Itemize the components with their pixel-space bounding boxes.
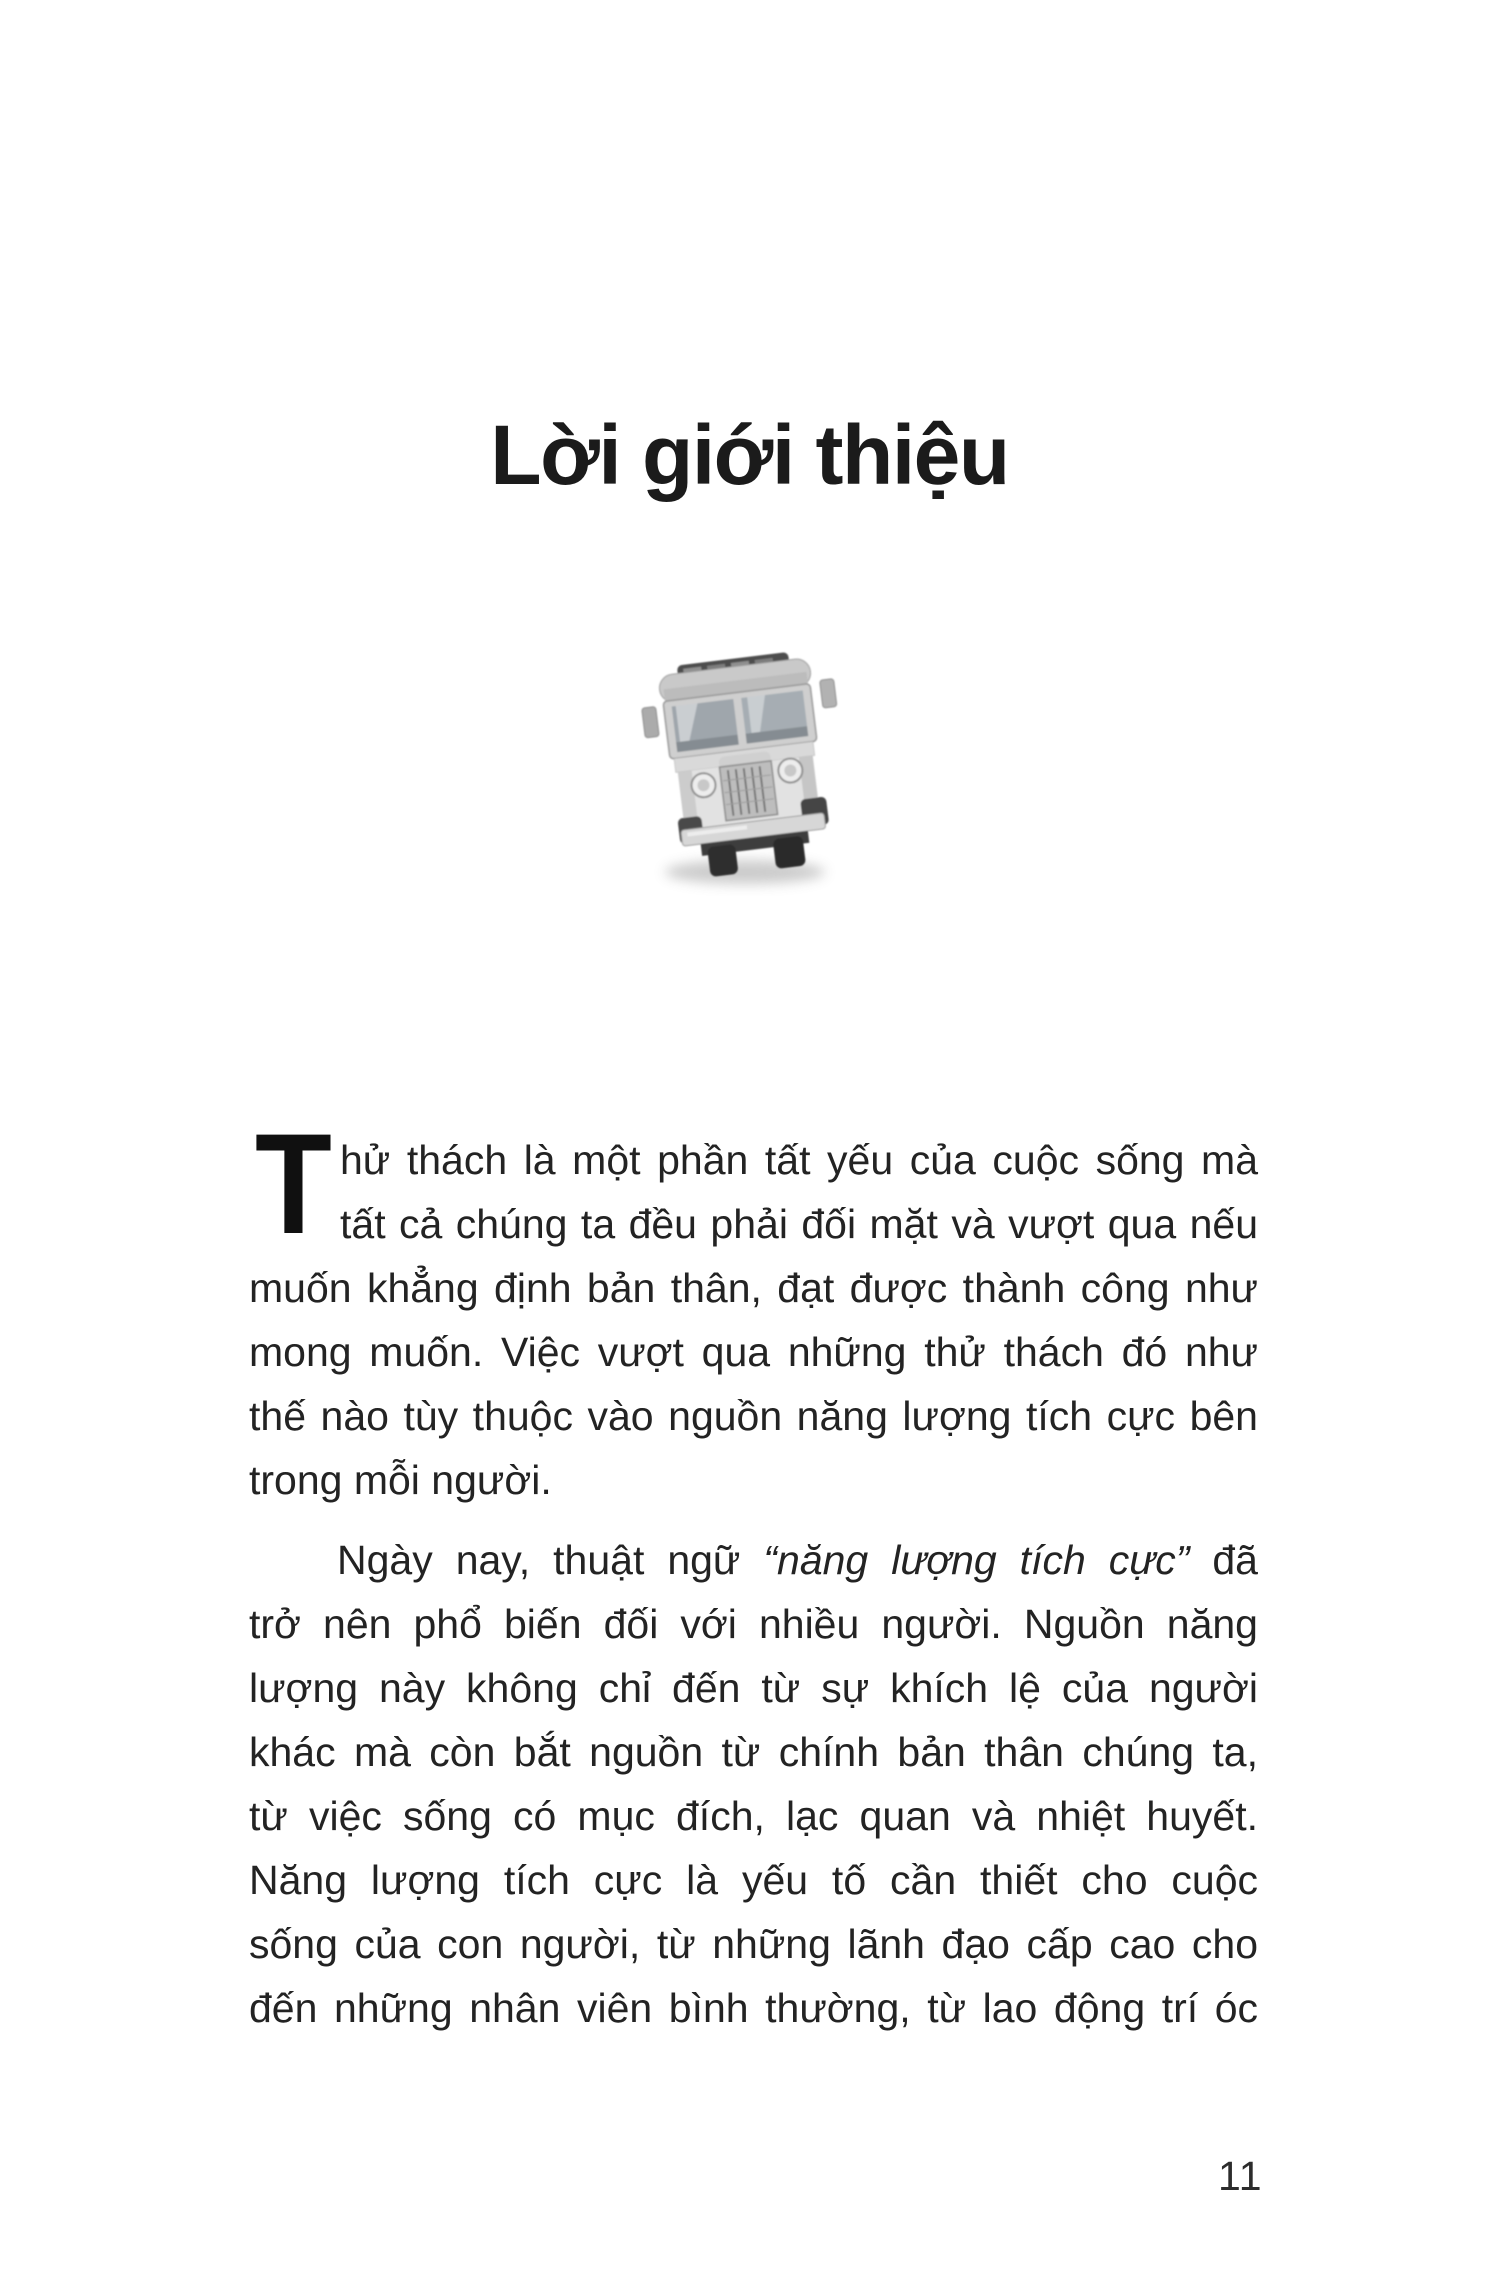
body-line-7	[249, 1528, 1258, 1592]
body-line-9: lượng này không chỉ đến từ sự khích lệ của người	[249, 1665, 1258, 1711]
body-line-7-italic-term: “năng lượng tích cực”	[763, 1537, 1190, 1583]
body-line-13: sống của con người, từ những lãnh đạo cấp cao cho	[249, 1921, 1258, 1967]
page-number: 11	[1218, 2153, 1263, 2199]
body-line-14: đến những nhân viên bình thường, từ lao động trí óc	[249, 1985, 1258, 2031]
body-line-1: hử thách là một phần tất yếu của cuộc sống mà	[340, 1137, 1258, 1183]
body-line-7-pre: Ngày nay, thuật ngữ	[337, 1537, 764, 1583]
body-line-3: muốn khẳng định bản thân, đạt được thành công như	[249, 1265, 1258, 1311]
body-line-4: mong muốn. Việc vượt qua những thử thách đó như	[249, 1329, 1258, 1375]
body-line-6: trong mỗi người.	[249, 1457, 552, 1503]
body-line-12: Năng lượng tích cực là yếu tố cần thiết cho cuộc	[249, 1857, 1258, 1903]
body-line-8: trở nên phổ biến đối với nhiều người. Nguồn năng	[249, 1601, 1258, 1647]
body-text	[249, 1105, 1258, 2040]
drop-cap: T	[255, 1105, 332, 1264]
school-bus-image	[633, 642, 858, 897]
chapter-title: Lời giới thiệu	[490, 408, 1009, 502]
body-line-11: từ việc sống có mục đích, lạc quan và nhiệt huyết.	[249, 1793, 1258, 1839]
school-bus-icon	[633, 642, 858, 897]
body-line-10: khác mà còn bắt nguồn từ chính bản thân chúng ta,	[249, 1729, 1258, 1775]
body-line-5: thế nào tùy thuộc vào nguồn năng lượng tích cực bên	[249, 1393, 1258, 1439]
body-line-7-post: đã	[1189, 1537, 1258, 1583]
body-line-2: tất cả chúng ta đều phải đối mặt và vượt qua nếu	[340, 1201, 1258, 1247]
